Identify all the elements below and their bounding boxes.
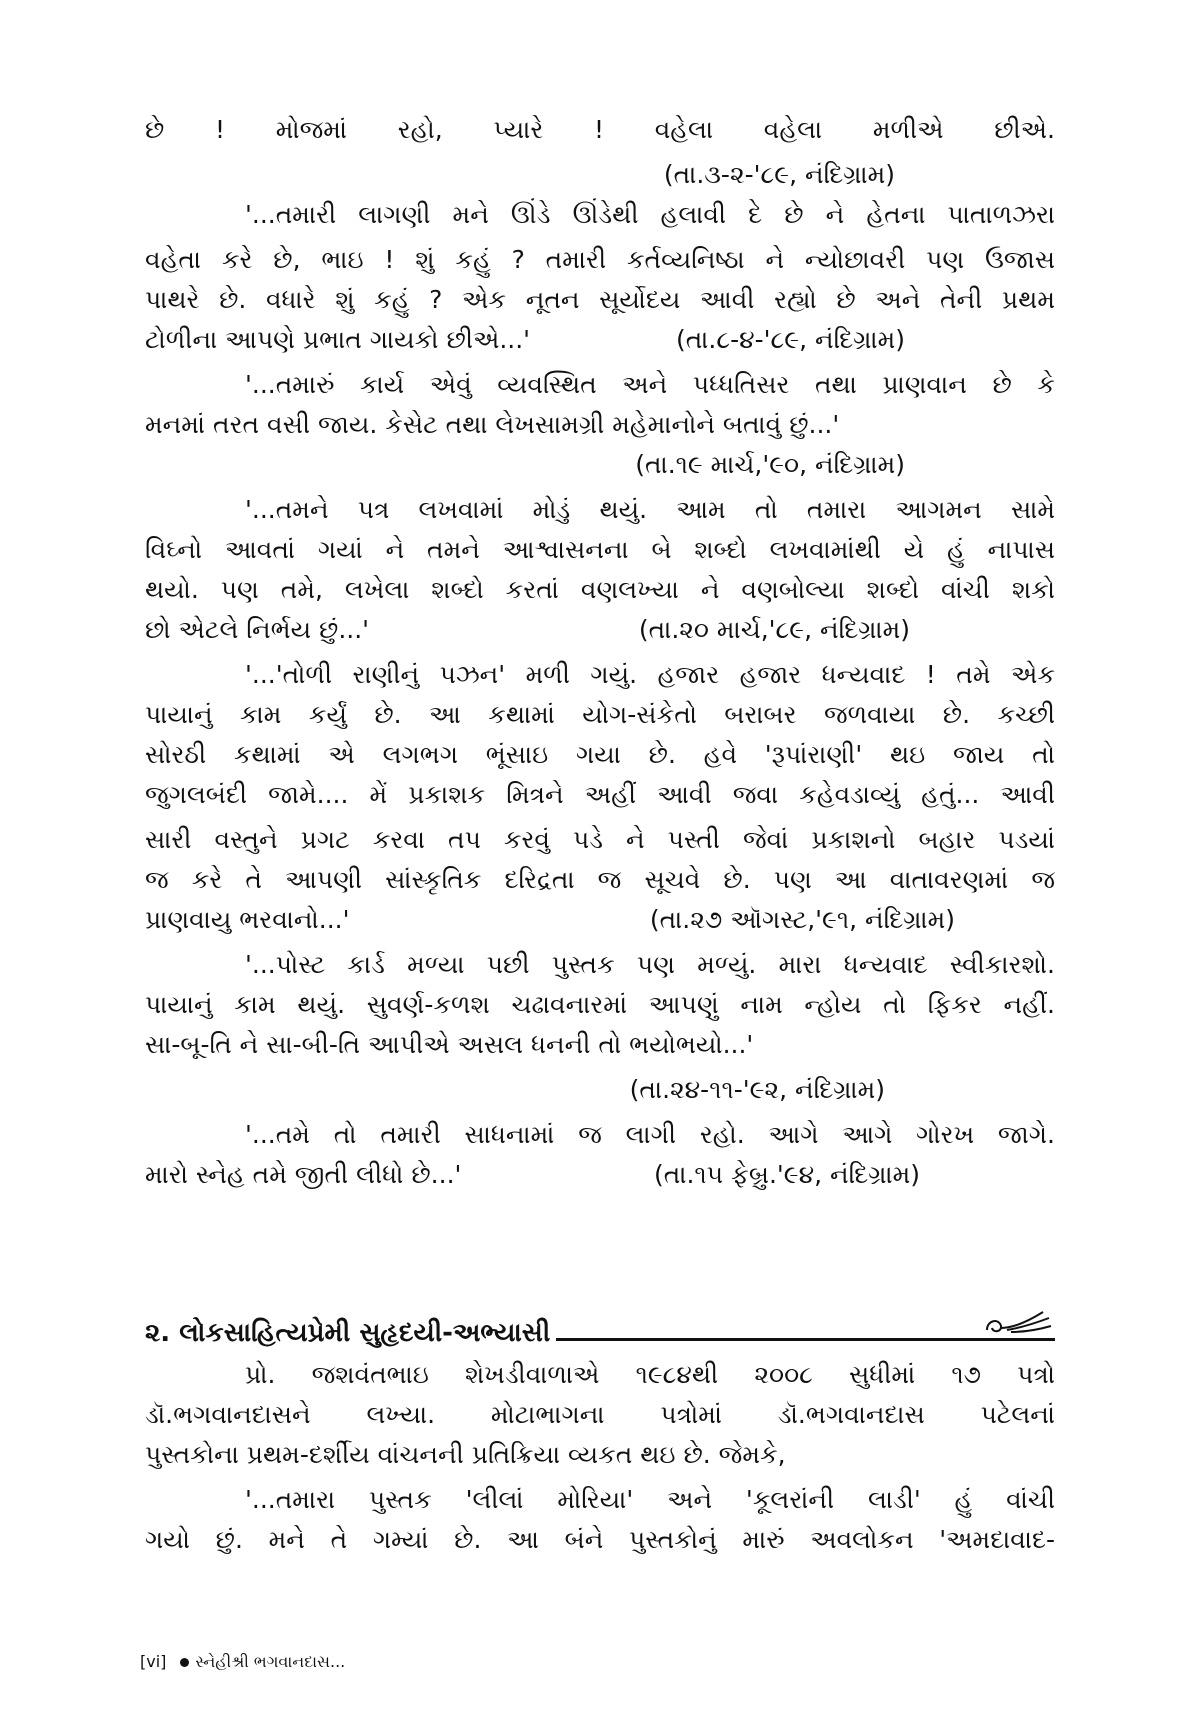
running-title: સ્નેહીશ્રી ભગવાનદાસ...	[195, 1652, 346, 1671]
body-line: પ્રો. જશવંતભાઇ શેખડીવાળાએ ૧૯૮૪થી ૨૦૦૮ સુધીમાં ૧૭ પત્રો	[245, 1360, 1055, 1389]
letter-date: (તા.૮-૪-'૮૯, નંદિગ્રામ)	[675, 325, 905, 354]
page-number: [vi]	[140, 1652, 167, 1671]
body-line: '...તમારી લાગણી મને ઊંડે ઊંડેથી હલાવી દે છે ને હેતના પાતાળઝરા	[245, 200, 1055, 229]
body-line: થયો. પણ તમે, લખેલા શબ્દો કરતાં વણલખ્યા ને વણબોલ્યા શબ્દો વાંચી શકો	[145, 575, 1055, 604]
letter-date: (તા.૨૦ માર્ચ,'૮૯, નંદિગ્રામ)	[638, 615, 910, 644]
body-line: જુગલબંદી જામે.... મેં પ્રકાશક મિત્રને અહીં આવી જવા કહેવડાવ્યું હતું... આવી	[145, 780, 1055, 809]
letter-date: (તા.૩-૨-'૮૯, નંદિગ્રામ)	[663, 160, 895, 189]
body-line: પાથરે છે. વધારે શું કહું ? એક નૂતન સૂર્યોદય આવી રહ્યો છે અને તેની પ્રથમ	[145, 285, 1055, 314]
body-line-with-date	[145, 1155, 920, 1195]
body-line: વિઘ્નો આવતાં ગયાં ને તમને આશ્વાસનના બે શબ્દો લખવામાંથી યે હું નાપાસ	[145, 535, 1055, 564]
body-text: ટોળીના આપણે પ્રભાત ગાયકો છીએ...'	[145, 325, 531, 354]
letter-date: (તા.૧૫ ફેબ્રુ.'૯૪, નંદિગ્રામ)	[654, 1160, 920, 1189]
body-line: સોરઠી કથામાં એ લગભગ ભૂંસાઇ ગયા છે. હવે 'રૂપાંરાણી' થઇ જાય તો	[145, 740, 1055, 769]
body-line: '...તમારું કાર્ય એવું વ્યવસ્થિત અને પધ્ધતિસર તથા પ્રાણવાન છે કે	[245, 370, 1055, 399]
body-line: ગયો છું. મને તે ગમ્યાં છે. આ બંને પુસ્તકોનું મારું અવલોકન 'અમદાવાદ-	[145, 1525, 1055, 1554]
letter-date: (તા.૨૭ ઑગસ્ટ,'૯૧, નંદિગ્રામ)	[649, 905, 955, 934]
body-line: પુસ્તકોના પ્રથમ-દર્શીય વાંચનની પ્રતિક્રિયા વ્યકત થઇ છે. જેમકે,	[145, 1440, 786, 1469]
body-line: વહેતા કરે છે, ભાઇ ! શું કહું ? તમારી કર્તવ્યનિષ્ઠા ને ન્યોછાવરી પણ ઉજાસ	[145, 245, 1055, 274]
body-line-with-date	[145, 320, 905, 360]
body-line: જ કરે તે આપણી સાંસ્કૃતિક દરિદ્રતા જ સૂચવે છે. પણ આ વાતાવરણમાં જ	[145, 865, 1055, 894]
body-line: પાયાનું કામ થયું. સુવર્ણ-કળશ ચઢાવનારમાં આપણું નામ ન્હોય તો ફિકર નહીં.	[145, 990, 1055, 1019]
body-line: પાયાનું કામ કર્યું છે. આ કથામાં યોગ-સંકેતો બરાબર જળવાયા છે. કચ્છી	[145, 700, 1055, 729]
section-heading-text: ૨. લોકસાહિત્યપ્રેમી સુહૃદયી-અભ્યાસી	[145, 1318, 551, 1348]
body-line: '...પોસ્ટ કાર્ડ મળ્યા પછી પુસ્તક પણ મળ્યું. મારા ધન્યવાદ સ્વીકારશો.	[245, 950, 1055, 979]
bullet-icon	[180, 1658, 189, 1667]
body-text: મારો સ્નેહ તમે જીતી લીધો છે...'	[145, 1160, 462, 1189]
body-line-with-date	[145, 610, 910, 650]
body-text: છો એટલે નિર્ભય છું...'	[145, 615, 370, 644]
body-line: '...તમારા પુસ્તક 'લીલાં મોરિયા' અને 'કૂલરાંની લાડી' હું વાંચી	[245, 1485, 1055, 1514]
heading-rule	[556, 1308, 1055, 1341]
page-footer	[140, 1652, 345, 1672]
body-line: છે ! મોજમાં રહો, પ્યારે ! વહેલા વહેલા મળીએ છીએ.	[145, 115, 1055, 144]
body-line: ડૉ.ભગવાનદાસને લખ્યા. મોટાભાગના પત્રોમાં ડૉ.ભગવાનદાસ પટેલનાં	[145, 1400, 1055, 1429]
body-line-with-date	[145, 900, 955, 940]
body-text: પ્રાણવાયુ ભરવાનો...'	[145, 905, 350, 934]
letter-date: (તા.૨૪-૧૧-'૯૨, નંદિગ્રામ)	[629, 1075, 885, 1104]
section-heading	[145, 1305, 1055, 1349]
body-line: '...'તોળી રાણીનું પઝન' મળી ગયું. હજાર હજાર ધન્યવાદ ! તમે એક	[245, 660, 1055, 689]
body-line: '...તમે તો તમારી સાધનામાં જ લાગી રહો. આગે આગે ગોરખ જાગે.	[245, 1120, 1055, 1149]
body-line: સા-બૂ-તિ ને સા-બી-તિ આપીએ અસલ ધનની તો ભયોભયો...'	[145, 1030, 754, 1059]
body-line: મનમાં તરત વસી જાય. કેસેટ તથા લેખસામગ્રી મહેમાનોને બતાવું છું...'	[145, 410, 840, 439]
body-line: '...તમને પત્ર લખવામાં મોડું થયું. આમ તો તમારા આગમન સામે	[245, 495, 1055, 524]
letter-date: (તા.૧૯ માર્ચ,'૯૦, નંદિગ્રામ)	[635, 450, 905, 479]
flourish-icon	[983, 1308, 1053, 1336]
body-line: સારી વસ્તુને પ્રગટ કરવા તપ કરવું પડે ને પસ્તી જેવાં પ્રકાશનો બહાર પડયાં	[145, 825, 1055, 854]
